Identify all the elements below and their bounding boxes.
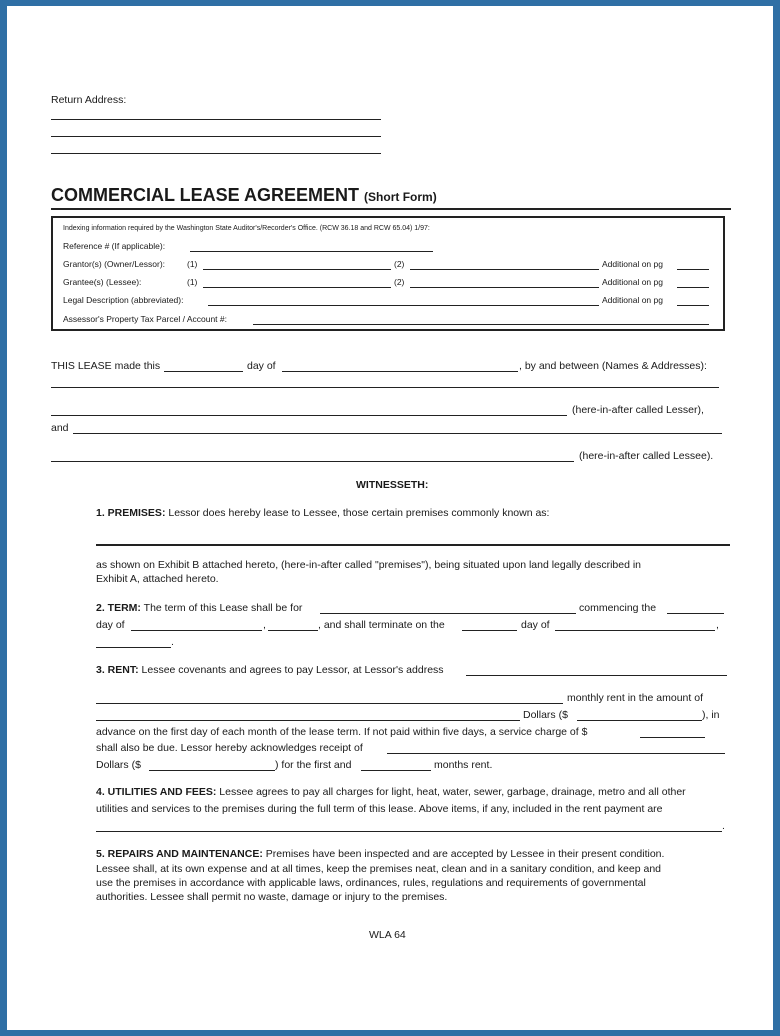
lease-made-this: THIS LEASE made this <box>51 360 161 372</box>
rent-text: Lessee covenants and agrees to pay Lessor, at Lessor's address <box>141 664 444 676</box>
term-comma: , <box>263 619 266 631</box>
lease-day-of: day of <box>247 360 276 372</box>
lesser-field[interactable] <box>51 415 567 416</box>
term-terminate: , and shall terminate on the <box>318 619 445 631</box>
rent-monthly: monthly rent in the amount of <box>567 692 703 704</box>
receipt-amount-field[interactable] <box>149 770 275 771</box>
lessee-field[interactable] <box>51 461 574 462</box>
grantor-field-1[interactable] <box>203 269 391 270</box>
return-address-line-1 <box>51 119 381 120</box>
repairs-line-4: authorities. Lessee shall permit no waste, damage or injury to the premises. <box>96 891 448 903</box>
lease-day-field[interactable] <box>164 371 243 372</box>
utilities-text-1: Lessee agrees to pay all charges for light, heat, water, sewer, garbage, drainage, metro and all other <box>219 786 686 798</box>
grantee-field-1[interactable] <box>203 287 391 288</box>
rent-in: ), in <box>702 709 720 721</box>
grantor-num-1: (1) <box>187 259 198 269</box>
term-end-comma: , <box>716 619 719 631</box>
service-charge-field[interactable] <box>640 737 705 738</box>
term-heading-text <box>96 602 302 615</box>
grantee-field-2[interactable] <box>410 287 599 288</box>
title-rule <box>51 208 731 210</box>
title-suffix: (Short Form) <box>364 190 437 204</box>
witnesseth-heading: WITNESSETH: <box>356 479 429 491</box>
reference-label: Reference # (If applicable): <box>63 241 166 251</box>
legal-additional-label: Additional on pg <box>602 295 663 305</box>
rent-first-and: ) for the first and <box>275 759 352 771</box>
grantee-num-1: (1) <box>187 277 198 287</box>
legal-label: Legal Description (abbreviated): <box>63 295 184 305</box>
utilities-heading: 4. UTILITIES AND FEES: <box>96 786 217 798</box>
legal-field[interactable] <box>208 305 599 306</box>
indexing-box <box>51 216 725 331</box>
utilities-line-1 <box>96 786 686 799</box>
document-title <box>51 185 437 206</box>
rent-dollars: Dollars ($ <box>523 709 568 721</box>
term-end-year-field[interactable] <box>96 647 171 648</box>
rent-shall-due: shall also be due. Lessor hereby acknowledges receipt of <box>96 742 363 754</box>
grantor-additional-label: Additional on pg <box>602 259 663 269</box>
legal-additional-field[interactable] <box>677 305 709 306</box>
lesser-label: (here-in-after called Lesser), <box>572 404 704 416</box>
premises-exhibit-line-1: as shown on Exhibit B attached hereto, (here-in-after called "premises"), being situated upon land legally described in <box>96 559 642 571</box>
premises-heading: 1. PREMISES: <box>96 507 166 519</box>
repairs-line-2: Lessee shall, at its own expense and at all times, keep the premises neat, clean and in a sanitary condition, and keep and <box>96 863 662 875</box>
term-commencing-month-field[interactable] <box>131 630 262 631</box>
grantee-additional-label: Additional on pg <box>602 277 663 287</box>
parcel-label: Assessor's Property Tax Parcel / Account #: <box>63 314 227 324</box>
reference-field[interactable] <box>190 251 433 252</box>
term-heading: 2. TERM: <box>96 602 141 614</box>
term-day-of: day of <box>96 619 125 631</box>
repairs-line-3: use the premises in accordance with applicable laws, ordinances, rules, regulations and requirements of governmental <box>96 877 646 889</box>
rent-address-field[interactable] <box>466 675 727 676</box>
rent-address-field-2[interactable] <box>96 703 563 704</box>
parcel-field[interactable] <box>253 324 709 325</box>
term-commencing-year-field[interactable] <box>268 630 318 631</box>
return-address-label: Return Address: <box>51 94 127 106</box>
term-length-field[interactable] <box>320 613 576 614</box>
premises-address-field[interactable] <box>96 544 730 546</box>
term-commencing-day-field[interactable] <box>667 613 724 614</box>
title-main: COMMERCIAL LEASE AGREEMENT <box>51 185 360 205</box>
grantee-label: Grantee(s) (Lessee): <box>63 277 142 287</box>
lease-by-between: , by and between (Names & Addresses): <box>519 360 707 372</box>
return-address-line-3 <box>51 153 381 154</box>
rent-months-rent: months rent. <box>434 759 493 771</box>
term-day-of-2: day of <box>521 619 550 631</box>
grantor-field-2[interactable] <box>410 269 599 270</box>
rent-dollars-2: Dollars ($ <box>96 759 141 771</box>
term-period: . <box>171 636 174 648</box>
grantee-additional-field[interactable] <box>677 287 709 288</box>
term-commencing: commencing the <box>579 602 657 614</box>
months-count-field[interactable] <box>361 770 431 771</box>
rent-heading: 3. RENT: <box>96 664 139 676</box>
grantor-additional-field[interactable] <box>677 269 709 270</box>
return-address-line-2 <box>51 136 381 137</box>
repairs-text-1: Premises have been inspected and are accepted by Lessee in their present condition. <box>265 848 665 860</box>
premises-exhibit-line-2: Exhibit A, attached hereto. <box>96 573 219 585</box>
rent-amount-words-field[interactable] <box>96 720 520 721</box>
indexing-header: Indexing information required by the Washington State Auditor's/Recorder's Office. (RCW 36.18 and RCW 65.04) 1/97: <box>63 225 430 232</box>
rent-advance: advance on the first day of each month of the lease term. If not paid within five days, a service charge of $ <box>96 726 588 738</box>
parties-line-2[interactable] <box>73 433 722 434</box>
utilities-included-field[interactable] <box>96 831 722 832</box>
term-end-day-field[interactable] <box>462 630 517 631</box>
rent-heading-text <box>96 664 444 677</box>
grantee-num-2: (2) <box>394 277 405 287</box>
parties-line-1[interactable] <box>51 387 719 388</box>
utilities-line-2: utilities and services to the premises during the full term of this lease. Above items, if any, included in the rent payment are <box>96 803 663 815</box>
premises-paragraph <box>96 507 549 520</box>
and-label: and <box>51 422 69 434</box>
term-end-month-field[interactable] <box>555 630 715 631</box>
grantor-num-2: (2) <box>394 259 405 269</box>
grantor-label: Grantor(s) (Owner/Lessor): <box>63 259 166 269</box>
receipt-amount-words-field[interactable] <box>387 753 725 754</box>
repairs-line-1 <box>96 848 664 861</box>
term-text: The term of this Lease shall be for <box>143 602 303 614</box>
lessee-label: (here-in-after called Lessee). <box>579 450 714 462</box>
repairs-heading: 5. REPAIRS AND MAINTENANCE: <box>96 848 263 860</box>
premises-text: Lessor does hereby lease to Lessee, those certain premises commonly known as: <box>168 507 550 519</box>
document-page <box>7 6 773 1030</box>
rent-amount-field[interactable] <box>577 720 702 721</box>
utilities-period: . <box>722 820 725 832</box>
form-number: WLA 64 <box>369 929 406 941</box>
lease-month-field[interactable] <box>282 371 518 372</box>
